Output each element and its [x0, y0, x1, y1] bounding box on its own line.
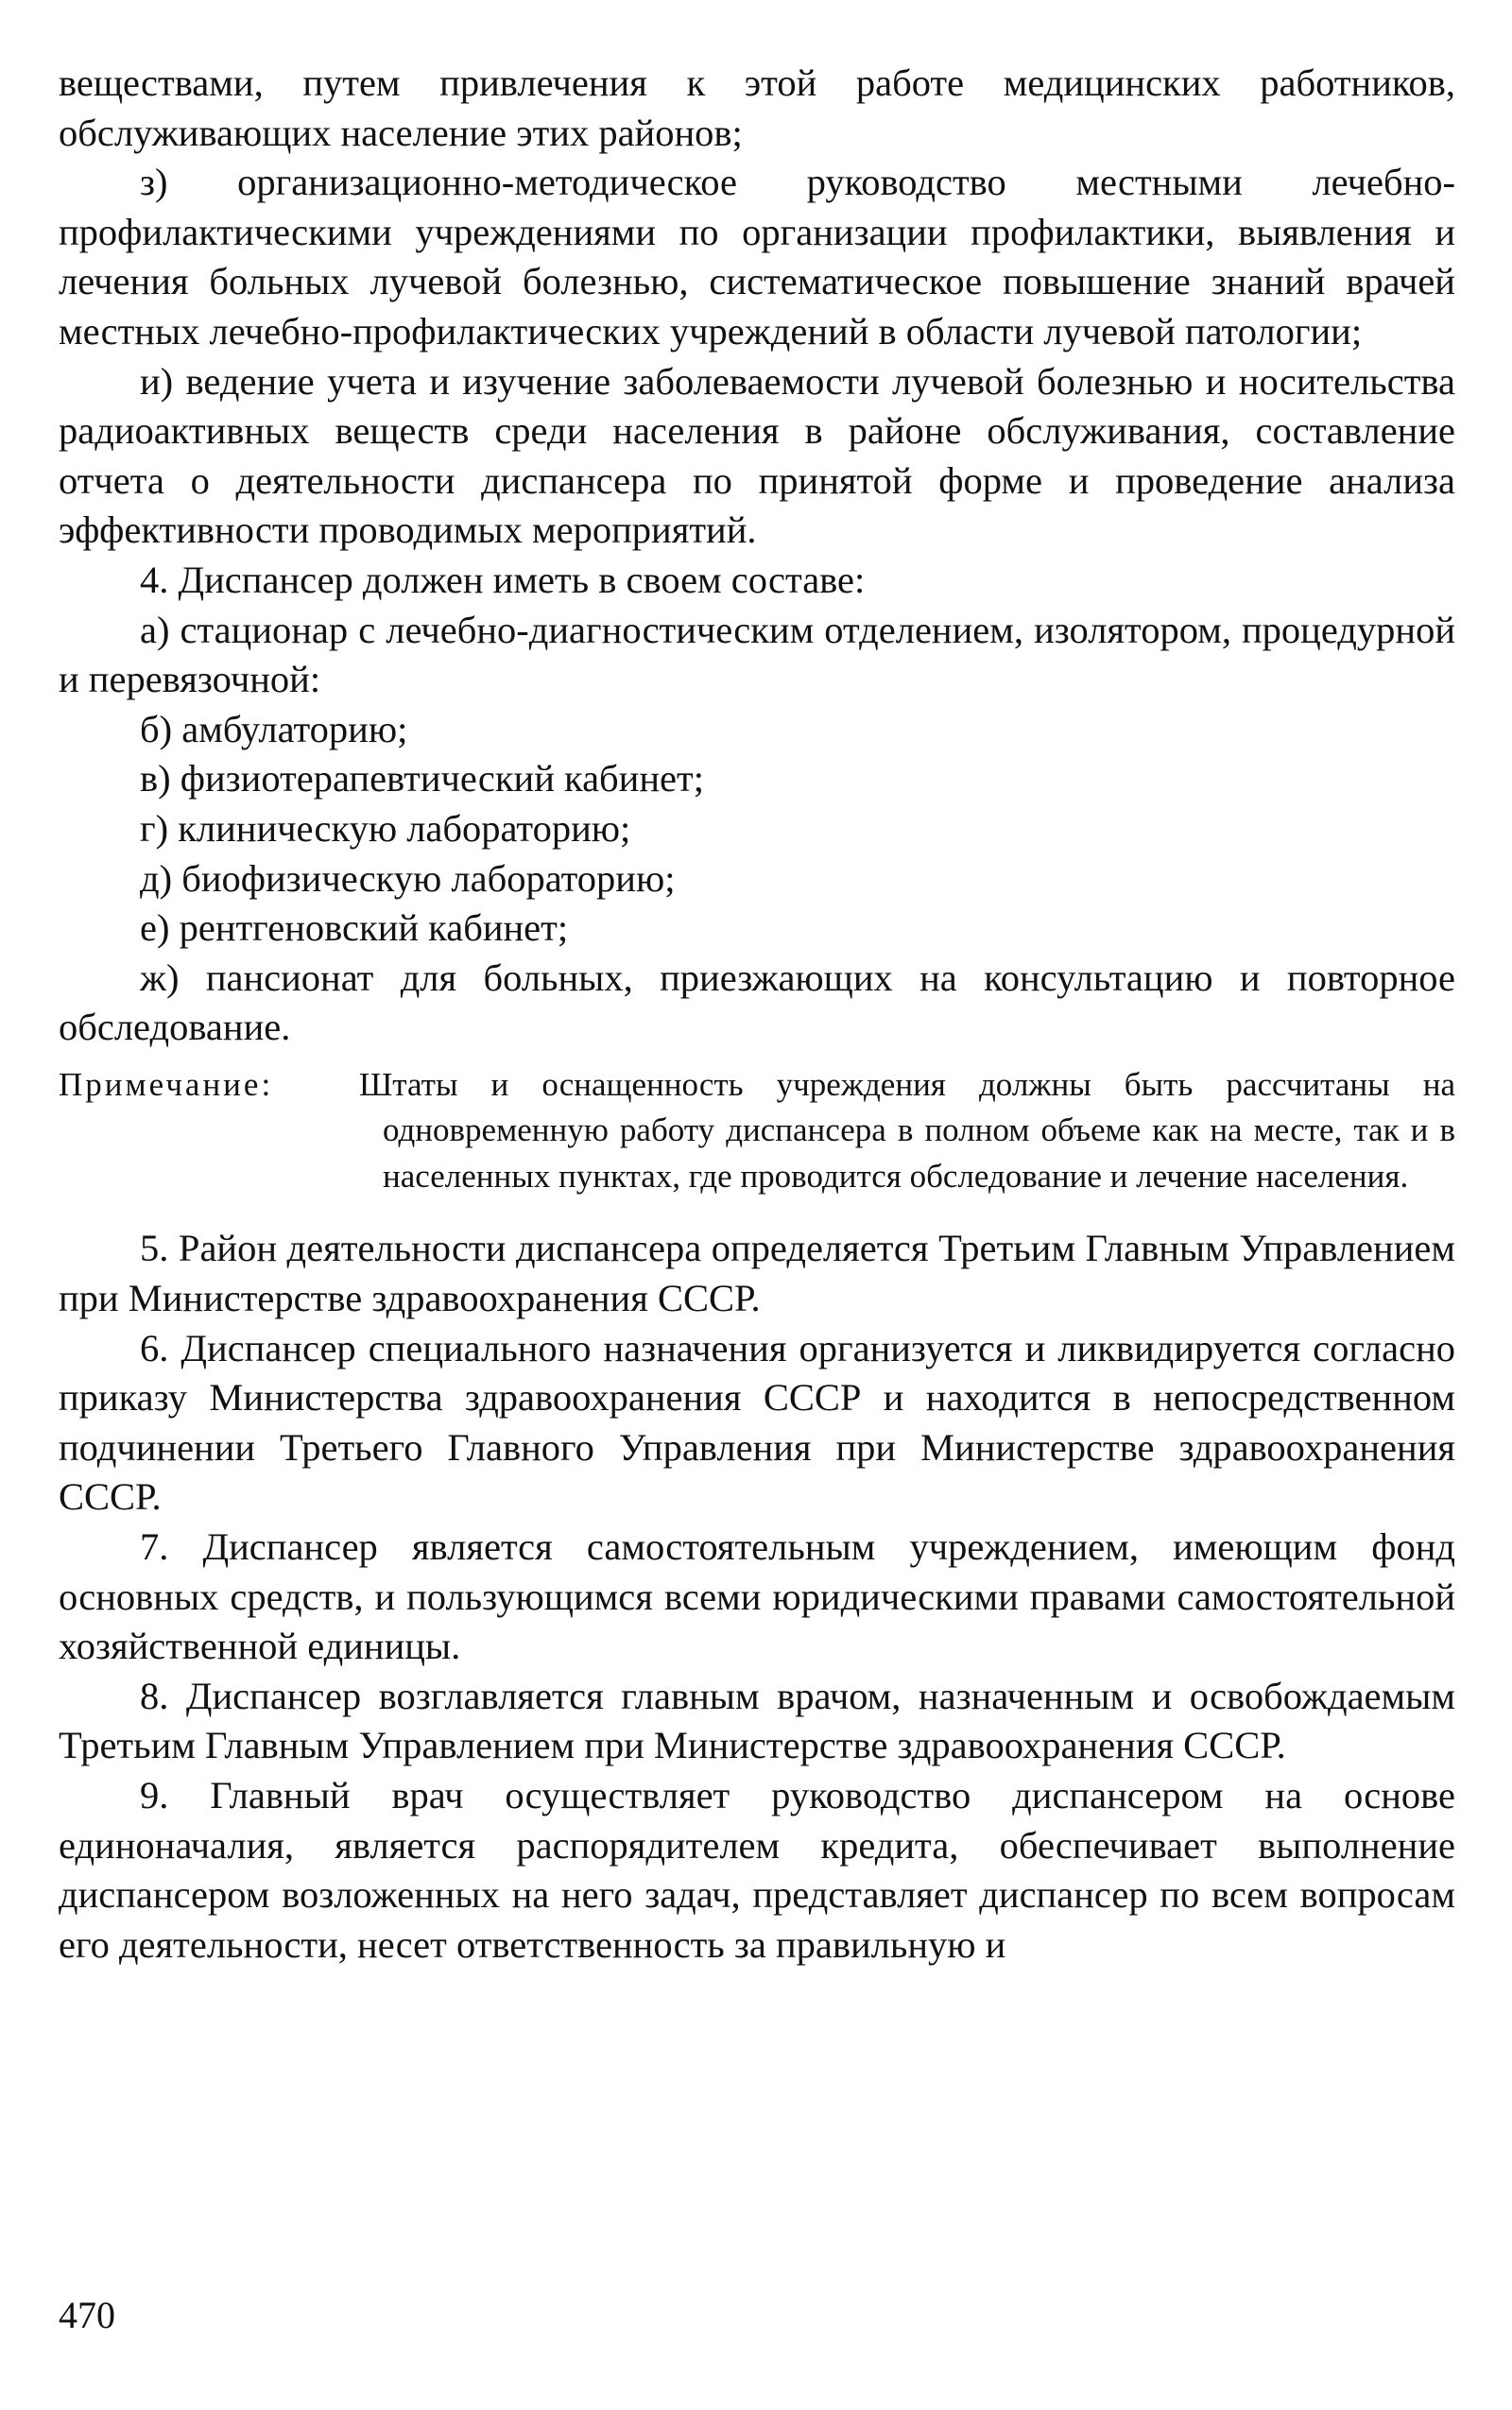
- paragraph-clause-6: 6. Диспансер специального назначения организуется и ликвидируется согласно приказу Министерства здравоохранения СССР и находится в непосредственном подчинении Третьего Главного Управления при Министерстве здравоохранения СССР.: [59, 1326, 1455, 1519]
- paragraph-clause-8: 8. Диспансер возглавляется главным врачом, назначенным и освобождаемым Третьим Главным Управлением при Министерстве здравоохранения СССР.: [59, 1674, 1455, 1767]
- paragraph-item-d: д) биофизическую лабораторию;: [140, 856, 676, 900]
- page-number: 470: [59, 2294, 115, 2336]
- note-block: [59, 1062, 1455, 1200]
- paragraph-item-v: в) физиотерапевтический кабинет;: [140, 757, 704, 800]
- note-text: Штаты и оснащенность учреждения должны быть рассчитаны на одновременную работу диспансера в полном объеме как на месте, так и в населенных пунктах, где проводится обследование и лечение населения.: [359, 1065, 1455, 1195]
- paragraph-clause-9: 9. Главный врач осуществляет руководство диспансером на основе единоначалия, является распорядителем кредита, обеспечивает выполнение диспансером возложенных на него задач, представляет диспансер по всем вопросам его деятельности, несет ответственность за правильную и: [59, 1773, 1455, 1966]
- paragraph-item-zh: ж) пансионат для больных, приезжающих на консультацию и повторное обследование.: [59, 955, 1455, 1049]
- note-label: Примечание:: [59, 1065, 274, 1103]
- page-body: [59, 59, 1455, 1970]
- paragraph-item-z: з) организационно-методическое руководство местными лечебно-профилактическими учреждениями по организации профилактики, выявления и лечения больных лучевой болезнью, систематическое повышение знаний врачей местных лечебно-профилактических учреждений в области лучевой патологии;: [59, 161, 1455, 353]
- paragraph-clause-4: 4. Диспансер должен иметь в своем составе:: [140, 558, 866, 601]
- paragraph-continuation: веществами, путем привлечения к этой работе медицинских работников, обслуживающих население этих районов;: [59, 61, 1455, 154]
- paragraph-item-b: б) амбулаторию;: [140, 707, 408, 750]
- paragraph-clause-7: 7. Диспансер является самостоятельным учреждением, имеющим фонд основных средств, и пользующимся всеми юридическими правами самостоятельной хозяйственной единицы.: [59, 1524, 1455, 1668]
- paragraph-clause-5: 5. Район деятельности диспансера определяется Третьим Главным Управлением при Министерстве здравоохранения СССР.: [59, 1227, 1455, 1319]
- paragraph-item-i: и) ведение учета и изучение заболеваемости лучевой болезнью и носительства радиоактивных веществ среди населения в районе обслуживания, составление отчета о деятельности диспансера по принятой форме и проведение анализа эффективности проводимых мероприятий.: [59, 359, 1455, 552]
- paragraph-item-g: г) клиническую лабораторию;: [140, 806, 631, 850]
- paragraph-item-e: е) рентгеновский кабинет;: [140, 906, 569, 950]
- paragraph-item-a: а) стационар с лечебно-диагностическим отделением, изолятором, процедурной и перевязочной:: [59, 608, 1455, 701]
